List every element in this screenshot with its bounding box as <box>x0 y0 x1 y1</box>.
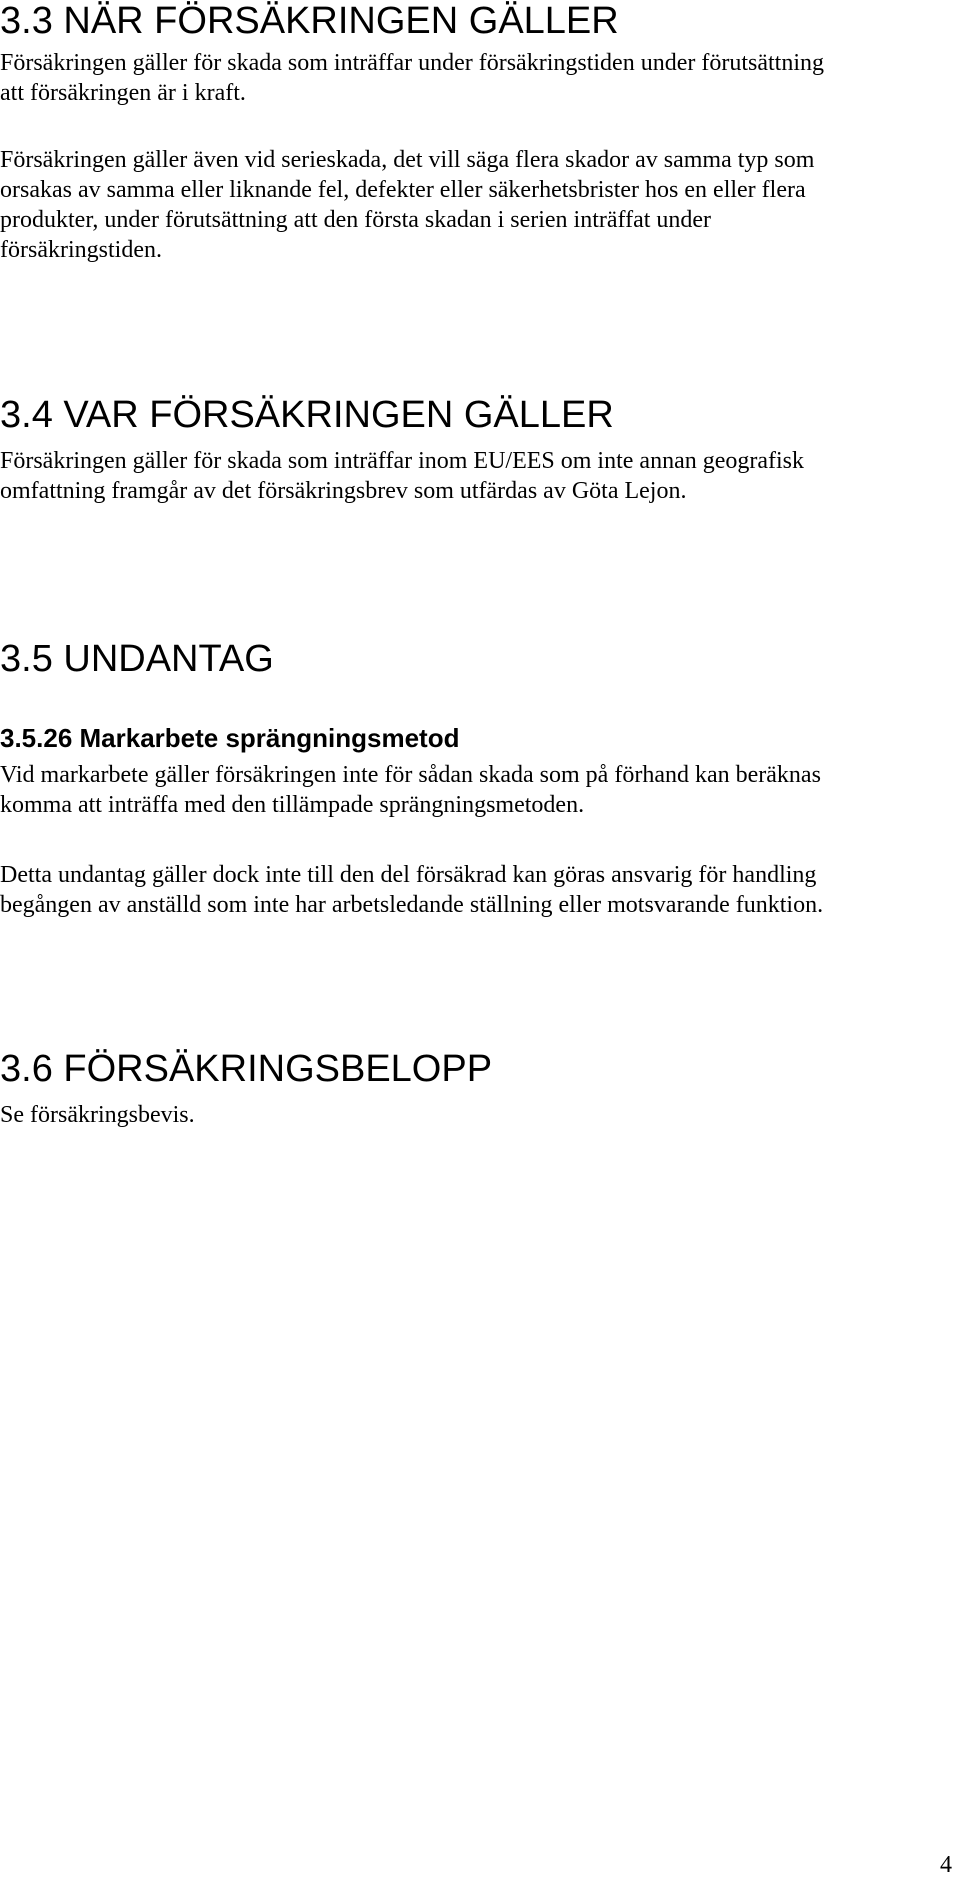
page-number: 4 <box>940 1852 952 1878</box>
text-line: orsakas av samma eller liknande fel, defekter eller säkerhetsbrister hos en eller flera <box>0 177 806 203</box>
section-3-4-paragraph-1 <box>0 446 955 506</box>
text-line: produkter, under förutsättning att den första skadan i serien inträffat under <box>0 207 712 233</box>
text-line: att försäkringen är i kraft. <box>0 80 246 106</box>
text-line: Detta undantag gäller dock inte till den del försäkrad kan göras ansvarig för handling <box>0 862 817 888</box>
section-3-4-heading: 3.4 VAR FÖRSÄKRINGEN GÄLLER <box>0 394 614 436</box>
text-line: begången av anställd som inte har arbetsledande ställning eller motsvarande funktion. <box>0 892 824 918</box>
text-line: omfattning framgår av det försäkringsbrev som utfärdas av Göta Lejon. <box>0 478 687 504</box>
text-line: komma att inträffa med den tillämpade sprängningsmetoden. <box>0 792 585 818</box>
text-line: Försäkringen gäller för skada som inträffar inom EU/EES om inte annan geografisk <box>0 448 805 474</box>
text-line: Vid markarbete gäller försäkringen inte för sådan skada som på förhand kan beräknas <box>0 762 821 788</box>
section-3-5-26-heading: 3.5.26 Markarbete sprängningsmetod <box>0 723 460 753</box>
section-3-5-26-paragraph-2 <box>0 860 955 920</box>
section-3-3-heading: 3.3 NÄR FÖRSÄKRINGEN GÄLLER <box>0 0 619 42</box>
text-line: Försäkringen gäller för skada som inträffar under försäkringstiden under förutsättning <box>0 50 824 76</box>
section-3-6-paragraph-1 <box>0 1100 955 1130</box>
text-line: försäkringstiden. <box>0 237 162 263</box>
section-3-5-heading: 3.5 UNDANTAG <box>0 638 274 680</box>
section-3-3-paragraph-2 <box>0 145 955 265</box>
section-3-5-26-paragraph-1 <box>0 760 955 820</box>
section-3-3-paragraph-1 <box>0 48 955 108</box>
text-line: Försäkringen gäller även vid serieskada, det vill säga flera skador av samma typ som <box>0 147 815 173</box>
text-line: Se försäkringsbevis. <box>0 1102 195 1128</box>
section-3-6-heading: 3.6 FÖRSÄKRINGSBELOPP <box>0 1048 493 1090</box>
